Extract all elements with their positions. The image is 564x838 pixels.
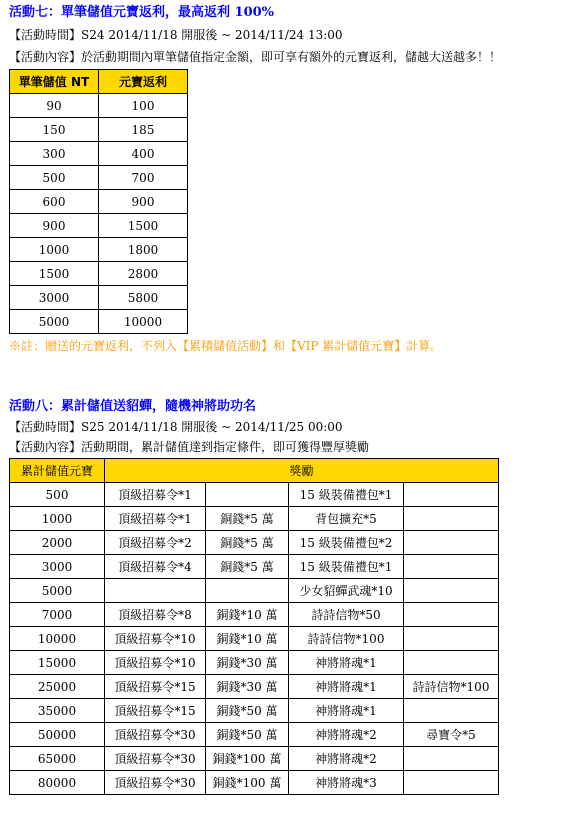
- event8-section: [9, 399, 499, 795]
- event7-time-value: S24 2014/11/18 開服後 ~ 2014/11/24 13:00: [81, 28, 343, 42]
- event8-cell: 80000: [10, 771, 105, 795]
- event8-cell: 頂級招募令*1: [105, 507, 206, 531]
- event7-table-header-row: [10, 70, 188, 94]
- event8-cell: 頂級招募令*10: [105, 651, 206, 675]
- event8-cell: [404, 699, 499, 723]
- event7-table-row: [10, 238, 188, 262]
- event8-table-row: [10, 651, 499, 675]
- event7-table-row: [10, 118, 188, 142]
- event8-cell: 2000: [10, 531, 105, 555]
- event7-header-rebate: 元寶返利: [99, 70, 188, 94]
- event8-cell: 神將將魂*1: [289, 675, 404, 699]
- event8-table-header-row: [10, 459, 499, 483]
- event7-cell: 600: [10, 190, 99, 214]
- event8-time-value: S25 2014/11/18 開服後 ~ 2014/11/25 00:00: [81, 420, 343, 434]
- event8-cell: [404, 483, 499, 507]
- event8-cell: 頂級招募令*2: [105, 531, 206, 555]
- event8-cell: 頂級招募令*8: [105, 603, 206, 627]
- event8-cell: 15 級裝備禮包*1: [289, 483, 404, 507]
- event8-cell: [404, 531, 499, 555]
- event7-cell: 1500: [99, 214, 188, 238]
- event8-cell: 神將將魂*2: [289, 723, 404, 747]
- event8-cell: 頂級招募令*15: [105, 675, 206, 699]
- event8-cell: 500: [10, 483, 105, 507]
- event8-time: [9, 419, 499, 435]
- event7-table-row: [10, 262, 188, 286]
- event8-content-value: 活動期間，累計儲值達到指定條件，即可獲得豐厚獎勵: [81, 440, 370, 454]
- event8-cell: 神將將魂*3: [289, 771, 404, 795]
- event7-cell: 900: [10, 214, 99, 238]
- event7-cell: 90: [10, 94, 99, 118]
- event7-table-row: [10, 94, 188, 118]
- event8-cell: 15000: [10, 651, 105, 675]
- event7-cell: 500: [10, 166, 99, 190]
- event7-cell: 100: [99, 94, 188, 118]
- event8-cell: 15 級裝備禮包*2: [289, 531, 404, 555]
- event8-cell: 25000: [10, 675, 105, 699]
- event8-table-row: [10, 675, 499, 699]
- event7-cell: 700: [99, 166, 188, 190]
- event8-table: [9, 458, 499, 795]
- event8-table-row: [10, 627, 499, 651]
- event8-cell: [404, 627, 499, 651]
- event8-cell: 3000: [10, 555, 105, 579]
- event7-table-row: [10, 286, 188, 310]
- event7-cell: 10000: [99, 310, 188, 334]
- event8-cell: [404, 507, 499, 531]
- event7-table-row: [10, 190, 188, 214]
- event7-cell: 1800: [99, 238, 188, 262]
- event7-cell: 400: [99, 142, 188, 166]
- event8-title: 活動八：累計儲值送貂蟬，隨機神將助功名: [9, 399, 257, 414]
- event8-cell: 詩詩信物*100: [404, 675, 499, 699]
- event8-cell: 少女貂蟬武魂*10: [289, 579, 404, 603]
- event8-cell: 15 級裝備禮包*1: [289, 555, 404, 579]
- event8-cell: 7000: [10, 603, 105, 627]
- event7-cell: 900: [99, 190, 188, 214]
- event7-cell: 5000: [10, 310, 99, 334]
- event8-cell: 頂級招募令*1: [105, 483, 206, 507]
- event7-note: ※註：贈送的元寶返利，不列入【累積儲值活動】和【VIP 累計儲值元寶】計算。: [9, 339, 443, 353]
- event7-content-label: 【活動內容】: [9, 50, 82, 64]
- event8-cell: 65000: [10, 747, 105, 771]
- event8-cell: [404, 555, 499, 579]
- event8-cell: 背包擴充*5: [289, 507, 404, 531]
- event8-cell: [404, 651, 499, 675]
- event7-cell: 300: [10, 142, 99, 166]
- event7-cell: 185: [99, 118, 188, 142]
- event8-cell: 1000: [10, 507, 105, 531]
- event8-cell: 頂級招募令*30: [105, 771, 206, 795]
- event8-cell: 銅錢*5 萬: [206, 531, 289, 555]
- event8-cell: 神將將魂*2: [289, 747, 404, 771]
- event7-time-label: 【活動時間】: [9, 28, 82, 42]
- event8-cell: 頂級招募令*10: [105, 627, 206, 651]
- event8-cell: 頂級招募令*30: [105, 723, 206, 747]
- event8-content: [9, 439, 499, 455]
- event7-table-row: [10, 214, 188, 238]
- event8-cell: 銅錢*10 萬: [206, 603, 289, 627]
- event7-table-row: [10, 166, 188, 190]
- event8-cell: 神將將魂*1: [289, 699, 404, 723]
- event8-cell: 銅錢*5 萬: [206, 507, 289, 531]
- event8-cell: 詩詩信物*100: [289, 627, 404, 651]
- event8-cell: 頂級招募令*30: [105, 747, 206, 771]
- event8-cell: 銅錢*50 萬: [206, 699, 289, 723]
- event7-time: [9, 27, 501, 43]
- event8-cell: [404, 771, 499, 795]
- event7-cell: 5800: [99, 286, 188, 310]
- event8-table-row: [10, 531, 499, 555]
- event8-table-row: [10, 579, 499, 603]
- event7-cell: 2800: [99, 262, 188, 286]
- event7-section: [9, 5, 501, 354]
- event8-cell: 詩詩信物*50: [289, 603, 404, 627]
- event8-header-rewards: 獎勵: [105, 459, 499, 483]
- event8-table-row: [10, 603, 499, 627]
- event8-cell: 35000: [10, 699, 105, 723]
- event8-table-row: [10, 483, 499, 507]
- event7-cell: 150: [10, 118, 99, 142]
- event8-cell: 頂級招募令*15: [105, 699, 206, 723]
- event7-content-value: 於活動期間內單筆儲值指定金額，即可享有額外的元寶返利，儲越大送越多！！: [81, 50, 502, 64]
- event8-header-threshold: 累計儲值元寶: [10, 459, 105, 483]
- event8-cell: 銅錢*10 萬: [206, 627, 289, 651]
- event8-table-row: [10, 555, 499, 579]
- event7-table-row: [10, 310, 188, 334]
- event8-cell: [206, 483, 289, 507]
- event8-cell: 銅錢*5 萬: [206, 555, 289, 579]
- event8-cell: 頂級招募令*4: [105, 555, 206, 579]
- event8-cell: 尋寶令*5: [404, 723, 499, 747]
- event8-cell: 5000: [10, 579, 105, 603]
- event8-cell: 銅錢*30 萬: [206, 651, 289, 675]
- event7-title: 活動七：單筆儲值元寶返利，最高返利 100%: [9, 5, 275, 20]
- event8-cell: [206, 579, 289, 603]
- event8-table-row: [10, 723, 499, 747]
- event7-table: [9, 69, 188, 334]
- event8-cell: 銅錢*100 萬: [206, 747, 289, 771]
- event8-cell: [105, 579, 206, 603]
- event8-table-row: [10, 699, 499, 723]
- event7-header-amount: 單筆儲值 NT: [10, 70, 99, 94]
- event8-cell: 銅錢*30 萬: [206, 675, 289, 699]
- event7-table-row: [10, 142, 188, 166]
- event7-cell: 1500: [10, 262, 99, 286]
- event8-table-row: [10, 507, 499, 531]
- event8-time-label: 【活動時間】: [9, 420, 82, 434]
- event8-cell: 銅錢*100 萬: [206, 771, 289, 795]
- event8-cell: [404, 603, 499, 627]
- event8-content-label: 【活動內容】: [9, 440, 82, 454]
- event7-content: [9, 49, 501, 65]
- event8-cell: [404, 579, 499, 603]
- event8-cell: 50000: [10, 723, 105, 747]
- event8-cell: 10000: [10, 627, 105, 651]
- event8-table-row: [10, 771, 499, 795]
- event8-cell: 銅錢*50 萬: [206, 723, 289, 747]
- event7-cell: 3000: [10, 286, 99, 310]
- event8-cell: [404, 747, 499, 771]
- event7-cell: 1000: [10, 238, 99, 262]
- event8-table-row: [10, 747, 499, 771]
- event8-cell: 神將將魂*1: [289, 651, 404, 675]
